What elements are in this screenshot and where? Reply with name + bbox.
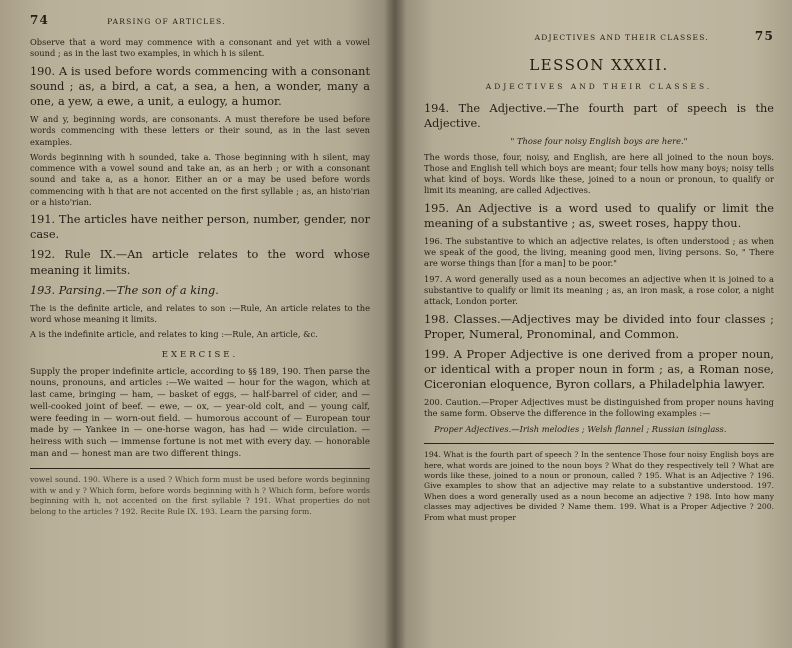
paragraph-193-parsing: 193. Parsing.—The son of a king. [30,283,219,297]
left-running-title: PARSING OF ARTICLES. [107,17,226,26]
proper-adjectives-examples: Proper Adjectives.—Irish melodies ; Welsh flannel ; Russian isinglass. [434,423,727,434]
paragraph-192-rule: 192. Rule IX.—An article relates to the word whose meaning it limits. [30,248,370,277]
right-running-head [424,28,774,45]
exercise-text: Supply the proper indefinite article, according to §§ 189, 190. Then parse the nouns, pronouns, and articles :—We waited — hour for the wagon, which at last came, bringing — ham, — basket of eggs, — half-barrel of cider, and — well-cooked joint of beef. — ewe, — ox, — year-old colt, and — young calf, were feeding in — worn-out field. — humorous account of — European tour made by — Yankee in — one-horse wagon, has had — wide circulation. — heiress with such — immense fortune is not met with every day. — honorable man and — honest man are two different things. [30,366,370,459]
paragraph-h-note: Words beginning with h sounded, take a. Those beginning with h silent, may commence with a vowel sound and take an, as an herb ; or with a consonant sound and take a, as a honor. Either an or a may be used before words commencing with h that are not accented on the first syllable ; as, an histo'rian or a histo'rian. [30,151,370,207]
paragraph-190: 190. A is used before words commencing with a consonant sound ; as, a bird, a cat, a sea, a hen, a wonder, many a one, a yew, a ewe, a unit, a eulogy, a humor. [30,64,370,108]
paragraph-observe-note: Observe that a word may commence with a consonant and yet with a vowel sound ; as in the last two examples, in which h is silent. [30,37,370,59]
right-running-title: ADJECTIVES AND THEIR CLASSES. [534,33,709,42]
example-sentence: " Those four noisy English boys are here." [510,136,688,147]
paragraph-parsing-the: The is the definite article, and relates to son :—Rule, An article relates to the word whose meaning it limits. [30,302,370,325]
paragraph-191: 191. The articles have neither person, number, gender, nor case. [30,213,370,242]
paragraph-196: 196. The substantive to which an adjective relates, is often understood ; as when we speak of the good, the living, meaning good men, living persons. So, " There are worse things than [for a man] to be poor." [424,235,774,269]
right-page [394,0,792,648]
paragraph-parsing-a: A is the indefinite article, and relates to king :—Rule, An article, &c. [30,329,318,340]
paragraph-195: 195. An Adjective is a word used to qualify or limit the meaning of a substantive ; as, sweet roses, happy thou. [424,201,774,230]
paragraph-199: 199. A Proper Adjective is one derived from a proper noun, or identical with a proper noun in form ; as, a Roman nose, Ciceronian eloquence, Byron collars, a Philadelphia lawyer. [424,347,774,392]
paragraph-w-and-y-note: W and y, beginning words, are consonants. A must therefore be used before words commencing with these letters or their sound, as in the last seven examples. [30,113,370,147]
right-footnote: 194. What is the fourth part of speech ? In the sentence Those four noisy English boys are here, what words are joined to the noun boys ? What do they respectively tell ? What are words like these, joined to a noun or pronoun, called ? 195. What is an Adjective ? 196. Give examples to show that an adjective may relate to a substantive understood. 197. When does a word generally used as a noun become an adjective ? 198. Into how many classes may adjectives be divided ? Name them. 199. What is a Proper Adjective ? 200. From what must proper [424,450,774,522]
left-page [0,0,394,648]
left-page-number: 74 [30,13,50,27]
left-footnote: vowel sound. 190. Where is a used ? Which form must be used before words beginning with w and y ? Which form, before words beginning with h ? Which form, before words beginning with h, not accented on the first syllable ? 191. What properties do not belong to the articles ? 192. Recite Rule IX. 193. Learn the parsing form. [30,475,370,516]
paragraph-197: 197. A word generally used as a noun becomes an adjective when it is joined to a substantive to qualify or limit its meaning ; as, an iron mask, a rose color, a night attack, London porter. [424,273,774,307]
left-footnote-rule [30,468,370,469]
paragraph-198: 198. Classes.—Adjectives may be divided into four classes ; Proper, Numeral, Pronominal, and Common. [424,312,774,341]
right-page-number: 75 [754,29,774,43]
paragraph-194: 194. The Adjective.—The fourth part of speech is the Adjective. [424,101,774,131]
section-heading: ADJECTIVES AND THEIR CLASSES. [485,82,713,92]
lesson-title: LESSON XXXII. [529,56,669,75]
paragraph-words-note: The words those, four, noisy, and English, are here all joined to the noun boys. Those and English tell which boys are meant; four tells how many boys; noisy tells what kind of boys. Words like these, joined to a noun or pronoun, to qualify or limit its meaning, are called Adjectives. [424,151,774,196]
left-running-head [30,12,370,29]
right-footnote-rule [424,443,774,444]
paragraph-200-caution: 200. Caution.—Proper Adjectives must be distinguished from proper nouns having the same form. Observe the difference in the following examples :— [424,397,774,419]
exercise-heading: EXERCISE. [161,349,239,360]
